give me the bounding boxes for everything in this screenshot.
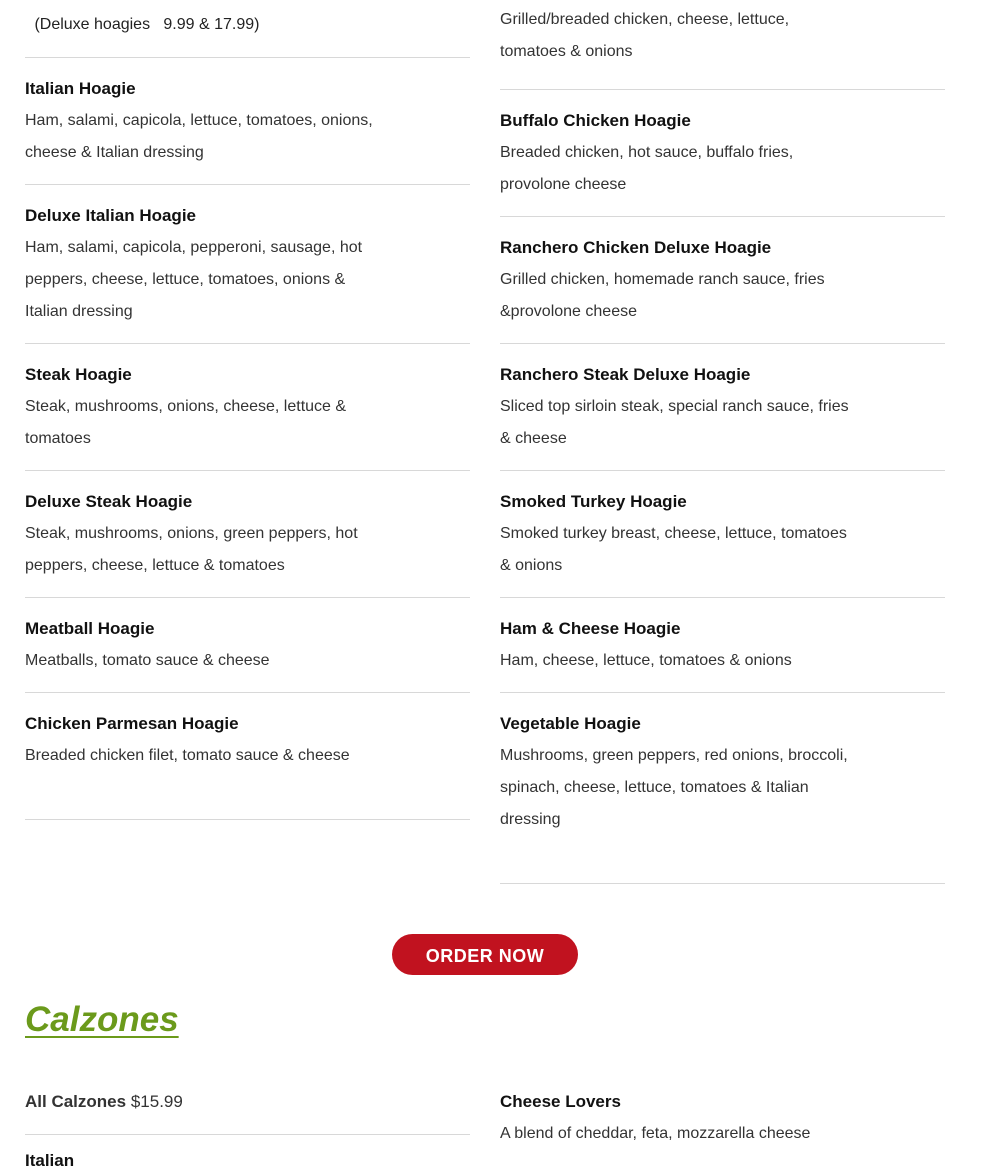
menu-item-description: Smoked turkey breast, cheese, lettuce, tomatoes & onions — [500, 525, 847, 574]
menu-item-ham-cheese-hoagie — [500, 618, 945, 677]
menu-item-steak-hoagie — [25, 364, 470, 455]
menu-item-description: Breaded chicken filet, tomato sauce & cheese — [25, 747, 350, 764]
menu-item-title: Vegetable Hoagie — [500, 714, 641, 733]
menu-item-title: Ranchero Chicken Deluxe Hoagie — [500, 238, 772, 257]
menu-item-meatball-hoagie — [25, 618, 470, 677]
divider — [25, 57, 470, 58]
menu-item-title-italian-calzone: Italian — [25, 1151, 75, 1170]
menu-item-title: Buffalo Chicken Hoagie — [500, 111, 691, 130]
menu-item-title: Ham & Cheese Hoagie — [500, 619, 681, 638]
divider — [500, 343, 945, 344]
menu-item-title: Deluxe Italian Hoagie — [25, 206, 196, 225]
menu-item-description: Sliced top sirloin steak, special ranch sauce, fries & cheese — [500, 398, 849, 447]
divider — [25, 343, 470, 344]
divider — [25, 184, 470, 185]
menu-item-description: Ham, salami, capicola, lettuce, tomatoes, onions, cheese & Italian dressing — [25, 112, 373, 161]
order-now-button[interactable]: ORDER NOW — [392, 934, 578, 975]
menu-item-title: Ranchero Steak Deluxe Hoagie — [500, 365, 751, 384]
calzone-price-value: $15.99 — [130, 1092, 183, 1111]
menu-item-italian-hoagie — [25, 78, 470, 169]
menu-item-description: Ham, cheese, lettuce, tomatoes & onions — [500, 652, 792, 669]
menu-item-description: Grilled chicken, homemade ranch sauce, fries &provolone cheese — [500, 271, 825, 320]
calzone-price-line — [25, 1091, 183, 1113]
menu-item-description: A blend of cheddar, feta, mozzarella cheese — [500, 1125, 811, 1142]
menu-item-deluxe-steak-hoagie — [25, 491, 470, 582]
menu-item-ranchero-chicken-deluxe-hoagie — [500, 237, 945, 328]
menu-item-title: Chicken Parmesan Hoagie — [25, 714, 239, 733]
divider — [25, 819, 470, 820]
section-title-calzones: Calzones — [25, 1000, 179, 1039]
menu-item-description: Mushrooms, green peppers, red onions, broccoli, spinach, cheese, lettuce, tomatoes & Italian dressing — [500, 747, 848, 828]
menu-item-description: Steak, mushrooms, onions, cheese, lettuce & tomatoes — [25, 398, 347, 447]
menu-item-description: Steak, mushrooms, onions, green peppers, hot peppers, cheese, lettuce & tomatoes — [25, 525, 358, 574]
deluxe-price-note: (Deluxe hoagies 9.99 & 17.99) — [30, 16, 260, 33]
menu-item-vegetable-hoagie — [500, 713, 945, 836]
menu-item-cheese-lovers — [500, 1091, 945, 1150]
divider — [500, 89, 945, 90]
divider — [25, 470, 470, 471]
menu-item-description: Meatballs, tomato sauce & cheese — [25, 652, 270, 669]
divider — [500, 470, 945, 471]
menu-item-chicken-parmesan-hoagie — [25, 713, 470, 772]
menu-item-title: Smoked Turkey Hoagie — [500, 492, 687, 511]
menu-item-description: Ham, salami, capicola, pepperoni, sausage, hot peppers, cheese, lettuce, tomatoes, onions & Italian dressing — [25, 239, 363, 320]
divider — [25, 692, 470, 693]
menu-item-title: Italian Hoagie — [25, 79, 136, 98]
divider — [500, 883, 945, 884]
divider — [25, 597, 470, 598]
menu-item-smoked-turkey-hoagie — [500, 491, 945, 582]
divider — [500, 216, 945, 217]
menu-item-title: Cheese Lovers — [500, 1092, 621, 1111]
menu-item-deluxe-italian-hoagie — [25, 205, 470, 328]
menu-item-ranchero-steak-deluxe-hoagie — [500, 364, 945, 455]
divider — [25, 1134, 470, 1135]
calzone-price-label: All Calzones — [25, 1092, 127, 1111]
divider — [500, 692, 945, 693]
menu-item-title: Steak Hoagie — [25, 365, 132, 384]
menu-item-title: Deluxe Steak Hoagie — [25, 492, 193, 511]
menu-item-title: Meatball Hoagie — [25, 619, 155, 638]
menu-item-buffalo-chicken-hoagie — [500, 110, 945, 201]
menu-item-description: Grilled/breaded chicken, cheese, lettuce, tomatoes & onions — [500, 11, 790, 60]
divider — [500, 597, 945, 598]
menu-item-description: Breaded chicken, hot sauce, buffalo fries, provolone cheese — [500, 144, 794, 193]
menu-item-chicken-hoagie-continued — [500, 4, 945, 68]
